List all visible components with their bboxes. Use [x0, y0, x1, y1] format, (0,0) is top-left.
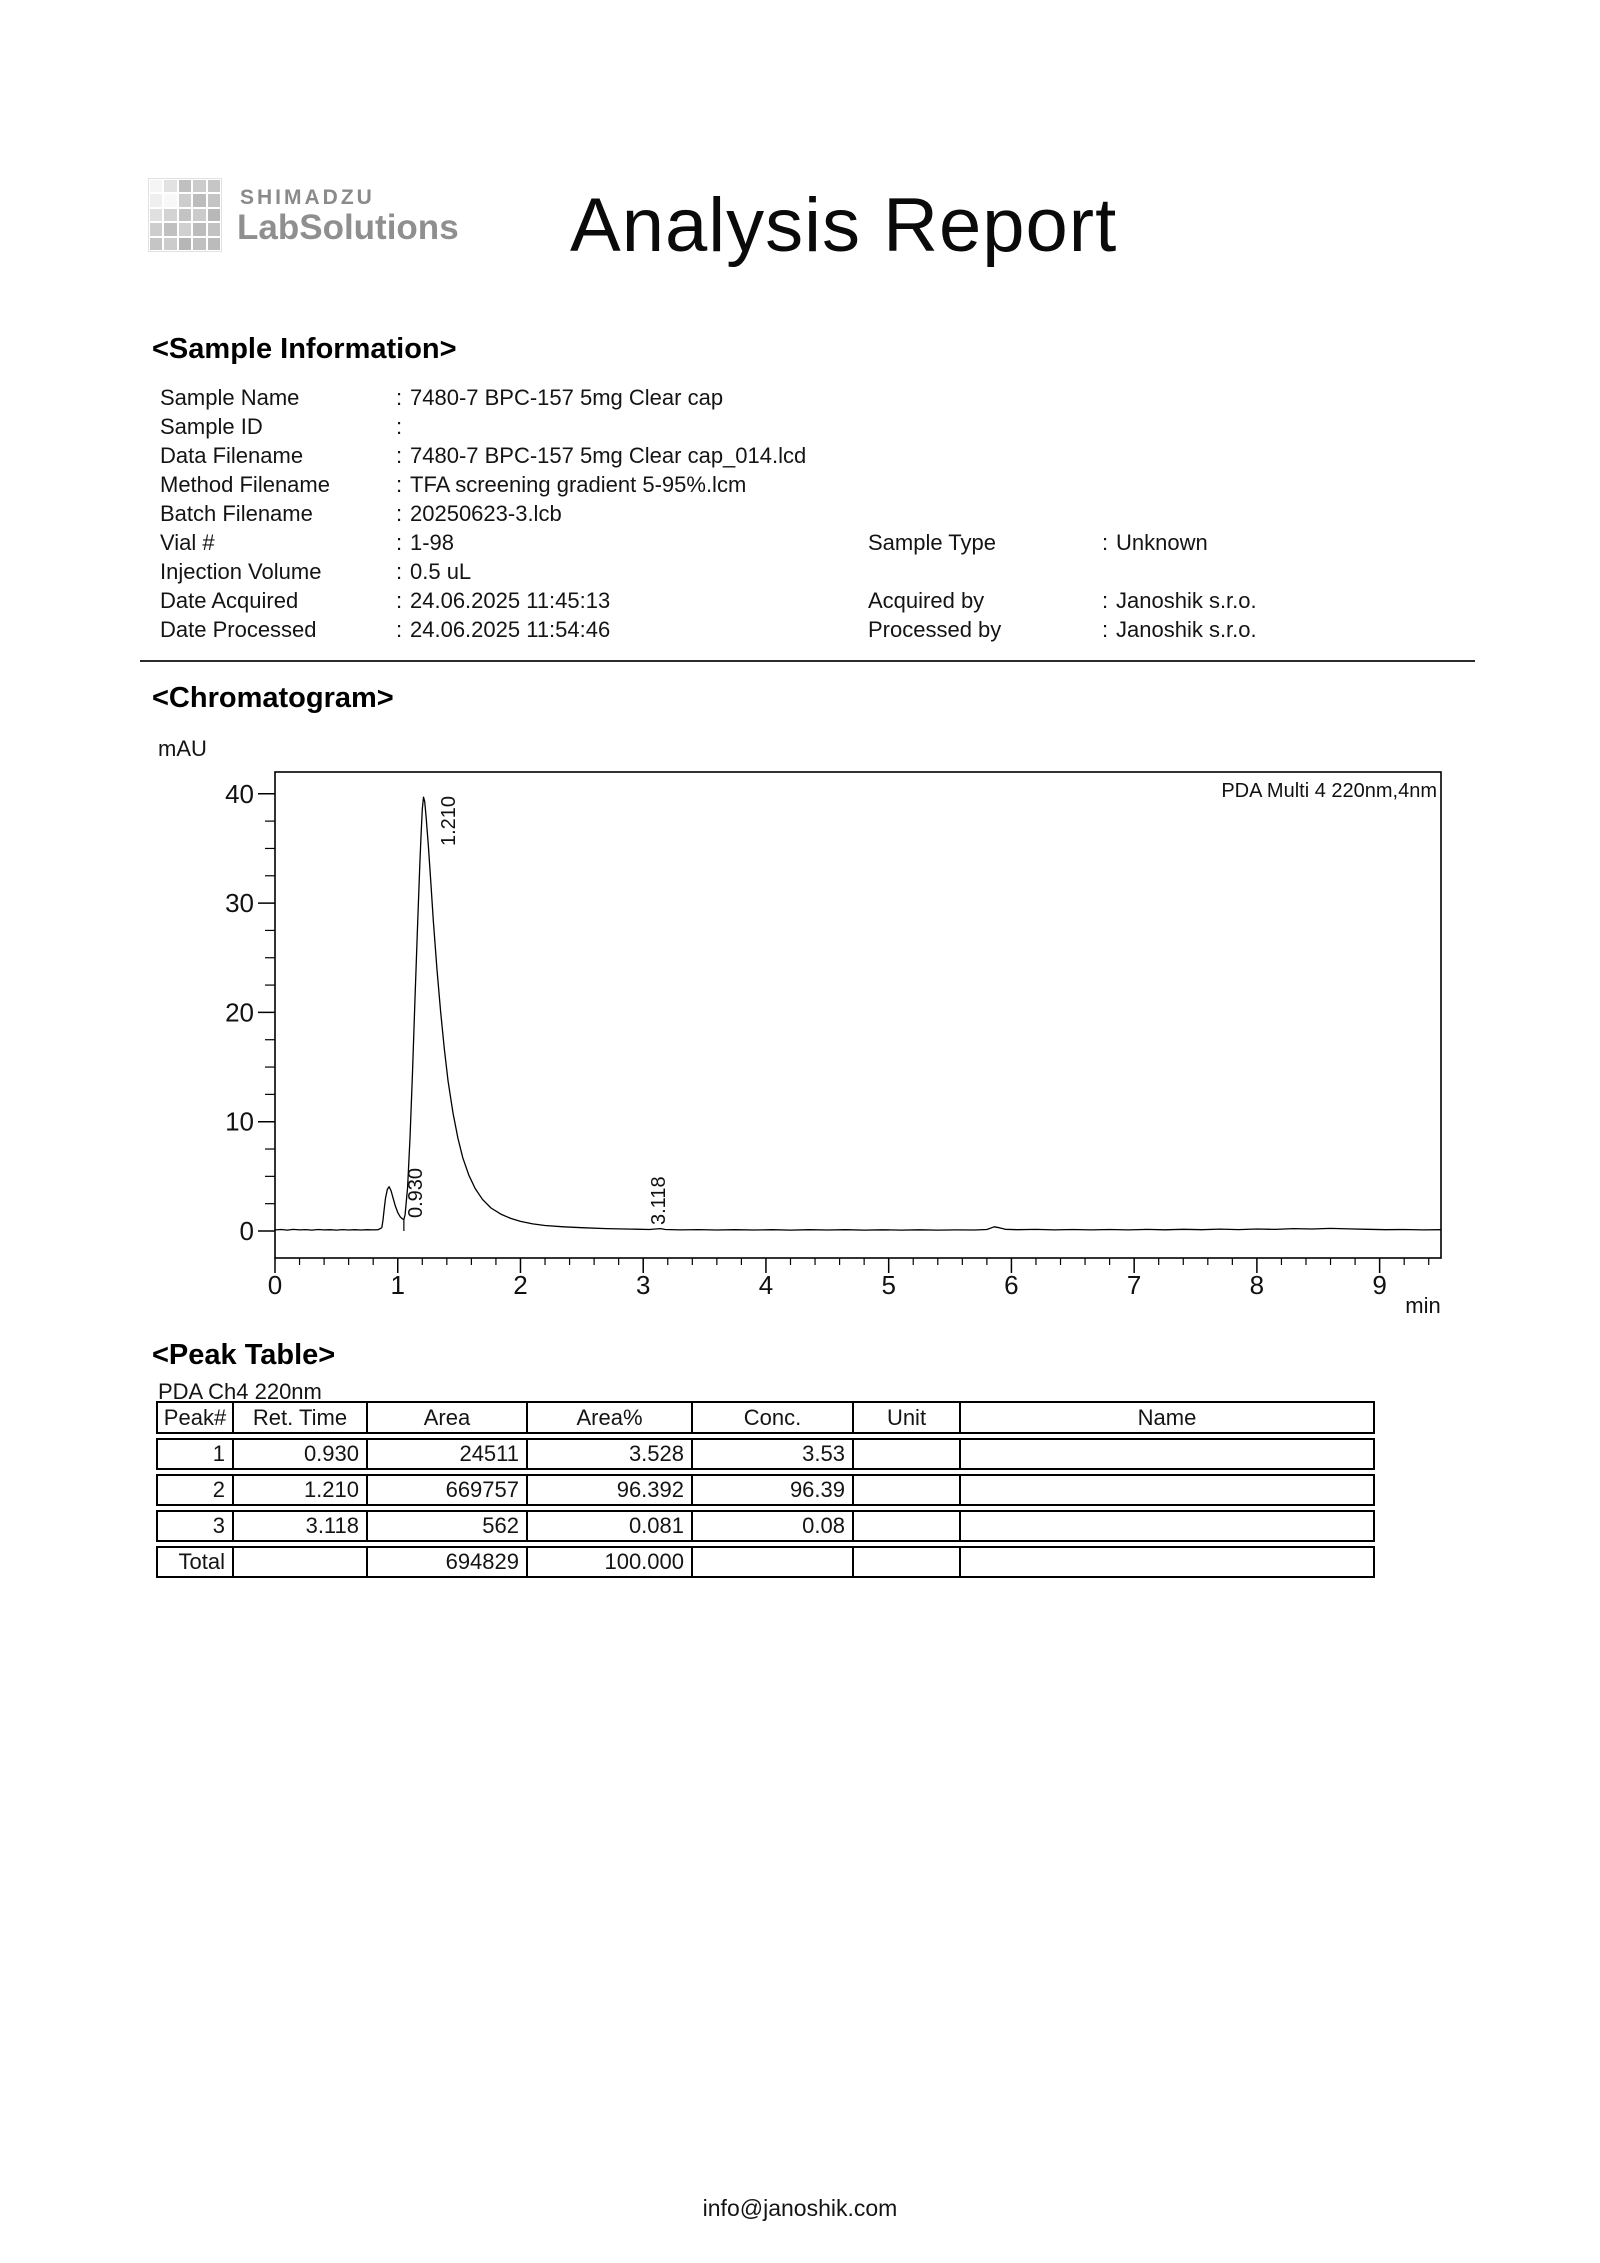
peak-table-cell: 24511: [368, 1438, 528, 1470]
sample-info-colon: :: [1102, 617, 1109, 642]
peak-table-cell: 669757: [368, 1474, 528, 1506]
logo-grid-cell: [150, 223, 162, 235]
peak-table-header-cell: Area: [368, 1401, 528, 1434]
sample-info-row: [160, 586, 806, 615]
peak-table: [156, 1397, 1375, 1582]
logo-grid-cell: [193, 238, 205, 250]
y-tick-label: 0: [239, 1216, 254, 1246]
x-tick-label: 2: [513, 1270, 528, 1300]
brand-shimadzu: SHIMADZU: [240, 186, 375, 209]
peak-table-cell: 562: [368, 1510, 528, 1542]
peak-retention-label: 3.118: [648, 1176, 670, 1225]
peak-table-cell: 1.210: [234, 1474, 368, 1506]
peak-table-cell: Total: [156, 1546, 234, 1578]
sample-info-value: 7480-7 BPC-157 5mg Clear cap: [410, 385, 724, 410]
logo-grid-cell: [193, 194, 205, 206]
sample-info-row: [868, 528, 1208, 557]
logo-grid-cell: [208, 209, 220, 221]
logo-grid-cell: [208, 180, 220, 192]
sample-info-label: Sample ID: [160, 414, 263, 439]
section-divider: [140, 660, 1475, 662]
x-tick-label: 5: [881, 1270, 896, 1300]
logo-grid-cell: [150, 180, 162, 192]
logo-grid-cell: [179, 238, 191, 250]
sample-info-value: Unknown: [1116, 530, 1208, 555]
peak-table-total-row: [156, 1546, 1375, 1578]
y-axis-unit-label: mAU: [158, 736, 207, 761]
sample-info-colon: :: [396, 559, 403, 584]
peak-table-cell: [854, 1438, 961, 1470]
peak-table-header-cell: Unit: [854, 1401, 961, 1434]
chromatogram-plot: [150, 745, 1470, 1325]
brand-labsolutions: LabSolutions: [237, 208, 459, 247]
sample-info-row: [160, 499, 806, 528]
peak-table-cell: [854, 1474, 961, 1506]
sample-info-value: 7480-7 BPC-157 5mg Clear cap_014.lcd: [410, 443, 807, 468]
x-tick-label: 4: [758, 1270, 774, 1300]
peak-table-cell: [961, 1510, 1375, 1542]
logo-grid-cell: [150, 194, 162, 206]
sample-info-row: [868, 586, 1257, 615]
sample-info-value: 24.06.2025 11:45:13: [410, 588, 611, 613]
logo-grid-cell: [179, 180, 191, 192]
peak-table-cell: 0.081: [528, 1510, 693, 1542]
logo-grid-cell: [193, 209, 205, 221]
sample-info-value: TFA screening gradient 5-95%.lcm: [410, 472, 747, 497]
peak-table-row: [156, 1438, 1375, 1470]
sample-info-label: Injection Volume: [160, 559, 322, 584]
chromatogram-trace: [275, 797, 1441, 1230]
logo-grid-cell: [208, 238, 220, 250]
sample-info-label: Data Filename: [160, 443, 304, 468]
y-tick-label: 40: [225, 778, 254, 809]
sample-info-label: Batch Filename: [160, 501, 313, 526]
sample-info-value: Janoshik s.r.o.: [1116, 617, 1257, 642]
sample-info-colon: :: [396, 588, 403, 613]
peak-table-cell: [961, 1474, 1375, 1506]
sample-info-value: 24.06.2025 11:54:46: [410, 617, 611, 642]
sample-info-row: [160, 557, 806, 586]
peak-table-header-row: [156, 1401, 1375, 1434]
peak-table-cell: 694829: [368, 1546, 528, 1578]
peak-table-cell: 1: [156, 1438, 234, 1470]
peak-table-header-cell: Peak#: [156, 1401, 234, 1434]
logo-grid-cell: [179, 209, 191, 221]
sample-info-label: Date Acquired: [160, 588, 299, 613]
logo-grid-cell: [164, 209, 176, 221]
peak-table-header-cell: Area%: [528, 1401, 693, 1434]
peak-table-header-cell: Name: [961, 1401, 1375, 1434]
peak-table-cell: 3.53: [693, 1438, 854, 1470]
logo-grid-cell: [193, 180, 205, 192]
sample-info-label: Sample Name: [160, 385, 300, 410]
sample-info-row: [160, 615, 806, 644]
y-tick-label: 20: [225, 997, 254, 1028]
sample-info-colon: :: [1102, 588, 1109, 613]
x-tick-label: 3: [635, 1270, 651, 1300]
peak-table-cell: [961, 1546, 1375, 1578]
peak-table-cell: 0.08: [693, 1510, 854, 1542]
logo-grid-cell: [164, 223, 176, 235]
sample-info-row: [160, 528, 806, 557]
sample-info-label: Processed by: [868, 617, 1002, 642]
sample-info-label: Vial #: [160, 530, 215, 555]
sample-info-colon: :: [396, 385, 403, 410]
peak-table-cell: 3: [156, 1510, 234, 1542]
sample-info-colon: :: [396, 530, 403, 555]
sample-info-value: 20250623-3.lcb: [410, 501, 562, 526]
sample-info-value: Janoshik s.r.o.: [1116, 588, 1257, 613]
sample-information-title: <Sample Information>: [152, 333, 457, 365]
sample-info-row: [160, 470, 806, 499]
logo-grid-cell: [179, 223, 191, 235]
peak-table-row: [156, 1474, 1375, 1506]
peak-table-cell: 96.392: [528, 1474, 693, 1506]
sample-info-left-column: [160, 383, 806, 644]
sample-info-row: [160, 441, 806, 470]
logo-grid-cell: [208, 194, 220, 206]
peak-table-cell: 2: [156, 1474, 234, 1506]
peak-table-cell: 0.930: [234, 1438, 368, 1470]
logo-grid-cell: [179, 194, 191, 206]
peak-table-cell: 3.118: [234, 1510, 368, 1542]
chromatogram-title: <Chromatogram>: [152, 682, 394, 714]
sample-info-value: 0.5 uL: [410, 559, 472, 584]
x-tick-label: 9: [1372, 1270, 1387, 1300]
peak-table-channel-label: PDA Ch4 220nm: [158, 1379, 322, 1404]
chromatogram-svg: [150, 745, 1470, 1325]
sample-info-colon: :: [396, 443, 403, 468]
peak-table-cell: [854, 1510, 961, 1542]
shimadzu-logo-icon: [148, 178, 222, 252]
logo-grid-cell: [164, 194, 176, 206]
sample-info-colon: :: [1102, 530, 1109, 555]
sample-info-colon: :: [396, 472, 403, 497]
peak-table-row: [156, 1510, 1375, 1542]
page-title: Analysis Report: [570, 183, 1118, 268]
legend-label: PDA Multi 4 220nm,4nm: [1221, 780, 1437, 802]
sample-info-row: [160, 412, 806, 441]
sample-info-value: 1-98: [410, 530, 455, 555]
x-axis-unit-label: min: [1405, 1293, 1441, 1318]
peak-table-cell: [234, 1546, 368, 1578]
sample-info-row: [868, 615, 1257, 644]
sample-info-label: Date Processed: [160, 617, 317, 642]
logo-grid-cell: [164, 238, 176, 250]
peak-table-cell: [854, 1546, 961, 1578]
sample-info-colon: :: [396, 501, 403, 526]
y-tick-label: 30: [225, 888, 254, 919]
peak-retention-label: 1.210: [438, 795, 460, 846]
logo-grid-cell: [193, 223, 205, 235]
peak-table-cell: 96.39: [693, 1474, 854, 1506]
peak-table-cell: [961, 1438, 1375, 1470]
sample-info-colon: :: [396, 617, 403, 642]
peak-table-header-cell: Conc.: [693, 1401, 854, 1434]
x-tick-label: 0: [267, 1270, 283, 1300]
peak-table-cell: [693, 1546, 854, 1578]
peak-table-cell: 3.528: [528, 1438, 693, 1470]
peak-table-header-cell: Ret. Time: [234, 1401, 368, 1434]
x-tick-label: 8: [1249, 1270, 1265, 1300]
sample-info-colon: :: [396, 414, 403, 439]
peak-table-title: <Peak Table>: [152, 1339, 336, 1371]
sample-info-label: Method Filename: [160, 472, 330, 497]
x-tick-label: 6: [1004, 1270, 1019, 1300]
peak-table-cell: 100.000: [528, 1546, 693, 1578]
sample-info-row: [160, 383, 806, 412]
x-tick-label: 7: [1126, 1270, 1142, 1300]
peak-retention-label: 0.930: [405, 1167, 427, 1218]
logo-grid-cell: [164, 180, 176, 192]
footer-email: info@janoshik.com: [702, 2195, 898, 2221]
logo-grid-cell: [150, 209, 162, 221]
sample-info-label: Sample Type: [868, 530, 997, 555]
x-tick-label: 1: [390, 1270, 405, 1300]
sample-info-label: Acquired by: [868, 588, 985, 613]
logo-grid-cell: [208, 223, 220, 235]
logo-grid-cell: [150, 238, 162, 250]
y-tick-label: 10: [225, 1106, 254, 1137]
